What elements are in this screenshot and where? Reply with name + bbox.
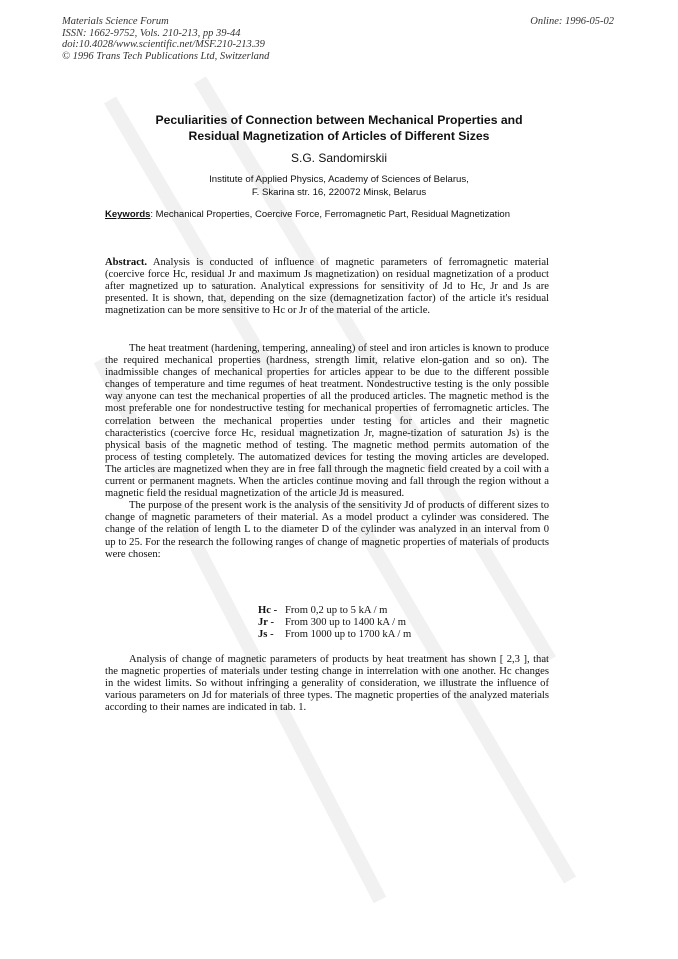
abstract [105, 257, 549, 317]
keywords-label: Keywords [105, 209, 151, 220]
online-date: Online: 1996-05-02 [530, 16, 614, 27]
keywords [105, 209, 510, 220]
body-paragraph: The heat treatment (hardening, tempering, annealing) of steel and iron articles is known to produce the required mechanical properties (hardness, strength limit, relative elon-gation and so on). The inadmissible changes of mechanical properties for articles appear to be due to the different possible changes of temperature and time regumes of heat treatment. Nondestructive testing is the only possible way anyone can test the mechanical properties of all the produced articles. The magnetic method is the most preferable one for nondestructive testing for mechanical properties of ferromagnetic articles. The correlation between the mechanical properties under testing for articles and their magnetic characteristics (coercive force Hc, residual magnetization Jr, magne-tization of saturation Js) is the physical basis of the magnetic method of testing. The magnetic method permits automation of the process of testing completely. The automatized devices for testing the moving articles are developed. The articles are magnetized when they are in free fall through the magnetic field created by a coil with a current or permanent magnets. When the articles continue moving and fall through the region without a magnetic field the residual magnetization of the article Jd is measured. [105, 343, 549, 500]
closing-text [105, 654, 549, 714]
range-row [258, 605, 411, 617]
range-row [258, 617, 411, 629]
author-name: S.G. Sandomirskii [290, 151, 388, 165]
affiliation-line-1: Institute of Applied Physics, Academy of Sciences of Belarus, [209, 174, 469, 185]
range-text: From 1000 up to 1700 kA / m [285, 629, 412, 641]
abstract-text: Analysis is conducted of influence of magnetic parameters of ferromagnetic material (coercive force Hc, residual Jr and maximum Js magnetization) on residual magnetization of a product after magnetized up to saturation. Analytical expressions for sensitivity of Jd to Hc, Jr and Js are presented. It is shown, that, depending on the size (demagnetization factor) of the article it's residual magnetization can be more sensitive to Hc or Jr of the material of the article. [105, 257, 549, 317]
range-symbol: Jr - [258, 617, 274, 629]
abstract-label: Abstract. [105, 257, 148, 268]
body-paragraph: Analysis of change of magnetic parameters of products by heat treatment has shown [ 2,3 ], that the magnetic properties of materials under testing change in interrelation with one another. Hc changes in the widest limits. So without infringing a generality of consideration, we illustrate the influence of various parameters on Jd for materials of three types. The magnetic properties of the analyzed materials according to their names are indicated in tab. 1. [105, 654, 549, 714]
range-row [258, 629, 411, 641]
body-text [105, 343, 549, 561]
keywords-text: : Mechanical Properties, Coercive Force, Ferromagnetic Part, Residual Magnetization [150, 209, 510, 220]
parameter-ranges [258, 605, 411, 642]
range-symbol: Hc - [258, 605, 278, 616]
affiliation [60, 174, 618, 199]
title-line-2: Residual Magnetization of Articles of Different Sizes [188, 129, 490, 143]
range-symbol: Js - [258, 629, 274, 641]
issn-line: ISSN: 1662-9752, Vols. 210-213, pp 39-44 [62, 27, 241, 39]
range-text: From 0,2 up to 5 kA / m [285, 605, 388, 616]
copyright-line: © 1996 Trans Tech Publications Ltd, Switzerland [62, 50, 270, 62]
affiliation-line-2: F. Skarina str. 16, 220072 Minsk, Belarus [251, 186, 427, 198]
title-line-1: Peculiarities of Connection between Mechanical Properties and [155, 113, 523, 127]
journal-header [62, 16, 269, 62]
journal-name: Materials Science Forum [62, 16, 169, 27]
range-text: From 300 up to 1400 kA / m [285, 617, 406, 629]
doi-line[interactable]: doi:10.4028/www.scientific.net/MSF.210-213.39 [62, 39, 265, 50]
body-paragraph: The purpose of the present work is the analysis of the sensitivity Jd of products of different sizes to change of magnetic parameters of their material. As a model product a cylinder was considered. The change of the relation of length L to the diameter D of the cylinder was analyzed in an interval from 0 up to 25. For the research the following ranges of change of magnetic properties of materials of products were chosen: [105, 500, 549, 560]
paper-title [60, 112, 618, 144]
